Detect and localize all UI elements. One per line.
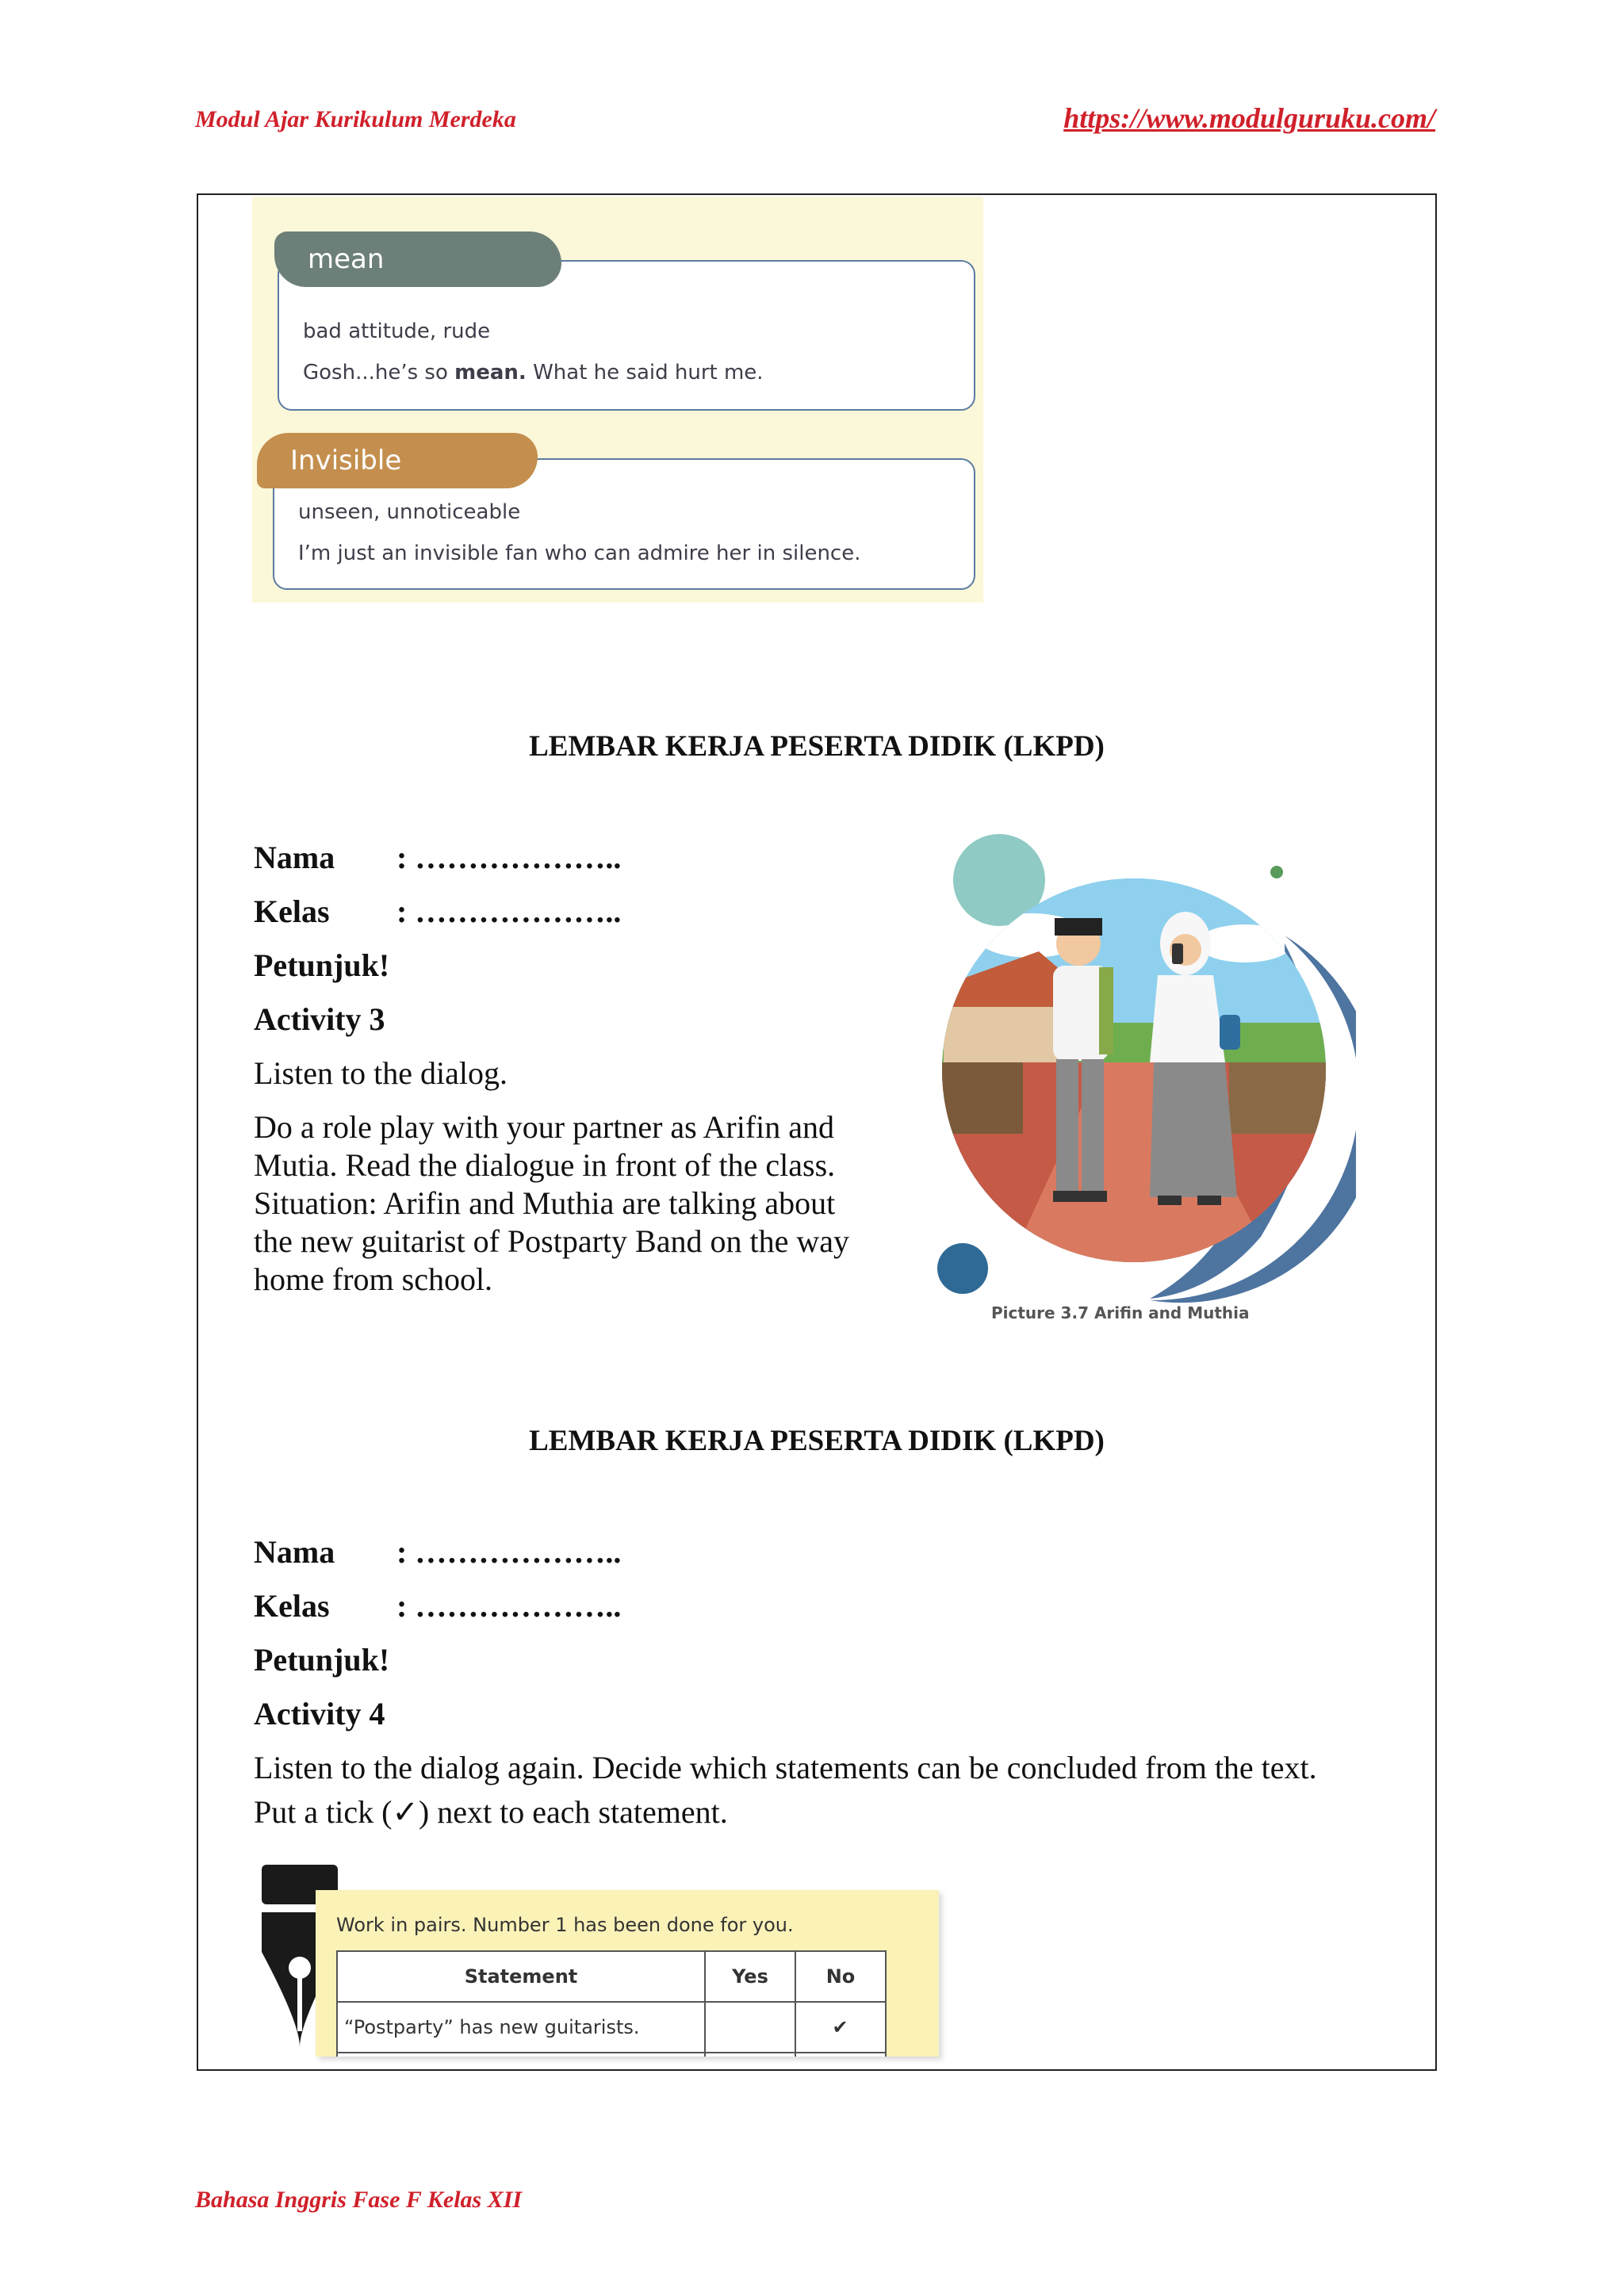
statement-cell: “Postparty” has new guitarists. (337, 2002, 705, 2053)
column-header-no: No (795, 1951, 886, 2002)
class-field: Kelas : ……………….. (254, 1588, 622, 1624)
column-header-yes: Yes (705, 1951, 795, 2002)
lkpd-title: LEMBAR KERJA PESERTA DIDIK (LKPD) (529, 730, 1105, 763)
picture-caption: Picture 3.7 Arifin and Muthia (991, 1303, 1250, 1322)
table-row (337, 2002, 886, 2053)
activity-heading: Activity 4 (254, 1696, 385, 1732)
header-website-link[interactable]: https://www.modulguruku.com/ (1063, 102, 1435, 134)
yes-cell[interactable] (705, 2002, 795, 2053)
no-cell[interactable] (795, 2053, 886, 2057)
lkpd-title: LEMBAR KERJA PESERTA DIDIK (LKPD) (529, 1425, 1105, 1457)
table-row (337, 2053, 886, 2057)
yes-cell[interactable] (705, 2053, 795, 2057)
statement-table (336, 1950, 887, 2057)
worksheet-instruction: Work in pairs. Number 1 has been done for you. (336, 1914, 794, 1936)
vocab-meaning: unseen, unnoticeable (298, 500, 521, 524)
activity-instruction: Listen to the dialog again. Decide which statements can be concluded from the text. Put a tick (✓) next to each statement. (254, 1750, 1317, 1830)
roleplay-paragraph: Do a role play with your partner as Arifin and Mutia. Read the dialogue in front of the class. Situation: Arifin and Muthia are talking about the new guitarist of Postparty Band on the way home from school. (254, 1109, 849, 1297)
statement-cell (337, 2053, 705, 2057)
column-header-statement: Statement (337, 1951, 705, 2002)
class-field: Kelas : ……………….. (254, 894, 622, 929)
vocab-example: I’m just an invisible fan who can admire her in silence. (298, 541, 861, 565)
header-module-title: Modul Ajar Kurikulum Merdeka (195, 106, 516, 132)
instructions-heading: Petunjuk! (254, 1642, 390, 1678)
footer-subject: Bahasa Inggris Fase F Kelas XII (195, 2187, 523, 2213)
vocab-meaning: bad attitude, rude (303, 320, 491, 343)
worksheet-snippet (316, 1890, 939, 2057)
name-field: Nama : ……………….. (254, 1534, 622, 1570)
arifin-muthia-illustration (912, 825, 1356, 1332)
vocab-word-tag: mean (274, 232, 561, 287)
name-field: Nama : ……………….. (254, 840, 622, 875)
instructions-heading: Petunjuk! (254, 947, 390, 983)
activity-heading: Activity 3 (254, 1001, 385, 1037)
vocab-word-tag: Invisible (257, 433, 538, 488)
activity-instruction: Listen to the dialog. (254, 1055, 508, 1091)
vocab-example: Gosh...he’s so mean. What he said hurt me. (303, 361, 764, 385)
table-header-row (337, 1951, 886, 2002)
no-cell[interactable]: ✔ (795, 2002, 886, 2053)
vocabulary-image (252, 197, 983, 603)
